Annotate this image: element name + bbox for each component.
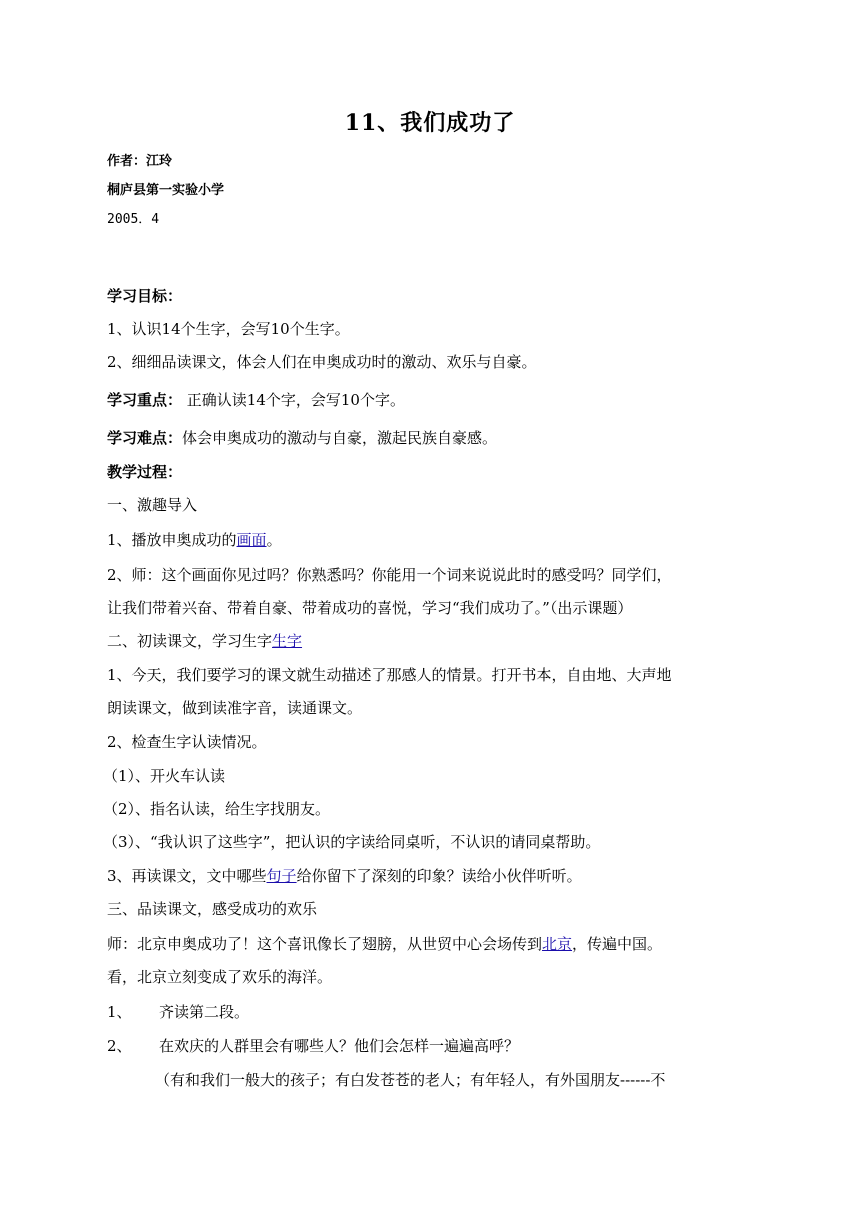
goal-item-2: 2、细细品读课文，体会人们在申奥成功时的激动、欢乐与自豪。 xyxy=(107,353,537,371)
step-2-2-2: （2）、指名认读，给生字找朋友。 xyxy=(103,800,331,818)
step-1-2-b: 让我们带着兴奋、带着自豪、带着成功的喜悦，学习“我们成功了。”（出示课题） xyxy=(107,599,633,617)
teacher-text-end: ，传遍中国。 xyxy=(572,935,663,953)
teacher-line-a xyxy=(107,933,662,954)
step-1-1-end: 。 xyxy=(266,531,282,549)
step-1-1-text: 1、播放申奥成功的 xyxy=(107,531,237,549)
key-point-line xyxy=(107,389,405,410)
characters-link[interactable]: 生字 xyxy=(272,632,303,650)
step-2-1-b: 朗读课文，做到读准字音，读通课文。 xyxy=(107,699,363,717)
step-3-1 xyxy=(107,1001,249,1022)
step-2-3-end: 给你留下了深刻的印象？读给小伙伴听听。 xyxy=(296,867,582,885)
section-3-heading: 三、品读课文，感受成功的欢乐 xyxy=(107,900,318,918)
beijing-link[interactable]: 北京 xyxy=(542,935,573,953)
section-2-heading xyxy=(107,630,302,651)
step-3-2 xyxy=(107,1035,519,1056)
school-line: 桐庐县第一实验小学 xyxy=(107,183,225,198)
step-2-2-3: （3）、“我认识了这些字”，把认识的字读给同桌听，不认识的请同桌帮助。 xyxy=(103,833,601,851)
step-3-2-answer: （有和我们一般大的孩子；有白发苍苍的老人；有年轻人，有外国朋友------不 xyxy=(155,1071,666,1089)
goals-heading: 学习目标： xyxy=(107,287,183,305)
key-point-label: 学习重点： xyxy=(107,391,183,409)
step-3-1-text: 齐读第二段。 xyxy=(159,1003,250,1021)
step-1-2-a: 2、师：这个画面你见过吗？你熟悉吗？你能用一个词来说说此时的感受吗？同学们， xyxy=(107,566,672,584)
section-1-heading: 一、激趣导入 xyxy=(107,496,198,514)
step-1-1 xyxy=(107,529,282,550)
step-2-1-a: 1、今天，我们要学习的课文就生动描述了那感人的情景。打开书本，自由地、大声地 xyxy=(107,666,672,684)
difficulty-line xyxy=(107,427,497,448)
date-line: 2005．4 xyxy=(107,212,160,227)
difficulty-text: 体会申奥成功的激动与自豪，激起民族自豪感。 xyxy=(182,429,498,447)
sentences-link[interactable]: 句子 xyxy=(266,867,297,885)
teacher-line-b: 看，北京立刻变成了欢乐的海洋。 xyxy=(107,968,333,986)
author-line: 作者：江玲 xyxy=(107,154,173,169)
step-2-2-1: （1）、开火车认读 xyxy=(103,767,226,785)
teacher-text: 师：北京申奥成功了！这个喜讯像长了翅膀，从世贸中心会场传到 xyxy=(107,935,543,953)
video-link[interactable]: 画面 xyxy=(236,531,267,549)
step-2-3 xyxy=(107,865,582,886)
step-2-3-text: 3、再读课文，文中哪些 xyxy=(107,867,267,885)
step-3-1-number: 1、 xyxy=(107,1003,132,1021)
difficulty-label: 学习难点： xyxy=(107,429,183,447)
step-3-2-number: 2、 xyxy=(107,1037,132,1055)
goal-item-1: 1、认识14个生字，会写10个生字。 xyxy=(107,320,350,338)
key-point-text: 正确认读14个字，会写10个字。 xyxy=(182,391,405,409)
section-2-text: 二、初读课文，学习生字 xyxy=(107,632,273,650)
step-2-2: 2、检查生字认读情况。 xyxy=(107,733,267,751)
process-heading: 教学过程： xyxy=(107,463,183,481)
page-title: 11、我们成功了 xyxy=(344,110,516,136)
step-3-2-text: 在欢庆的人群里会有哪些人？他们会怎样一遍遍高呼？ xyxy=(159,1037,520,1055)
